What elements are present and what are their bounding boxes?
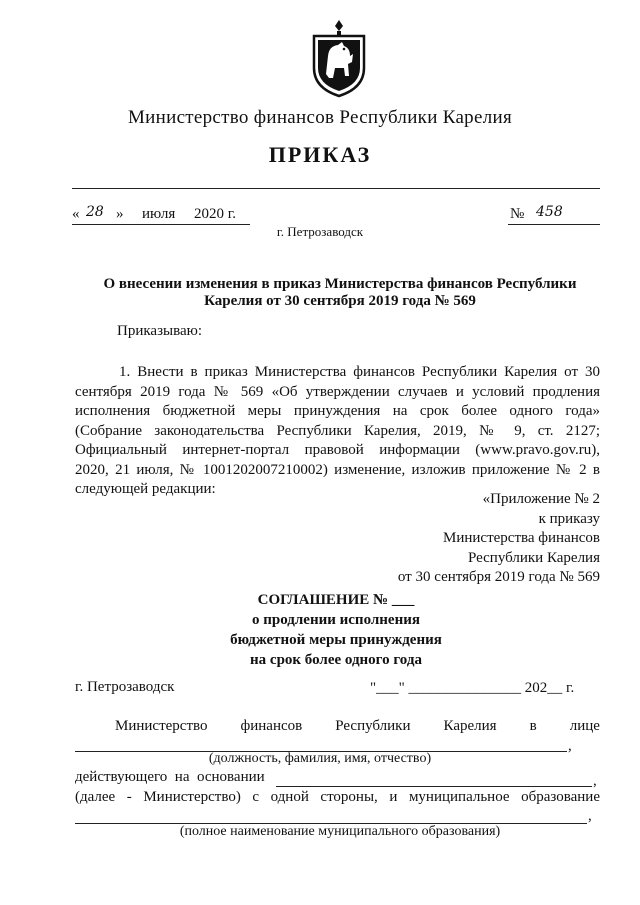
comma-1: , [568,738,572,754]
ministry-name: Министерство финансов Республики Карелия [127,107,513,128]
form-city: г. Петрозаводск [75,679,175,695]
item-1-paragraph [75,363,600,500]
party-word-2: финансов [240,718,303,734]
party-word-3: Республики [335,718,411,734]
agreement-subtitle-2: бюджетной меры принуждения [230,632,442,648]
item-1-line-5: Официальный интернет-портал правовой информации (www.pravo.gov.ru), [75,442,600,458]
appendix-line-3: Министерства финансов [443,530,600,546]
appendix-line-5: от 30 сентября 2019 года № 569 [397,569,600,585]
order-title-line-2: Карелия от 30 сентября 2019 года № 569 [204,293,476,309]
ministry-party-text: (далее - Министерство) с одной стороны, и муниципальное образование [75,789,600,805]
header-rule [72,188,600,189]
appendix-line-2: к приказу [538,510,600,527]
caption-position-name: (должность, фамилия, имя, отчество) [208,751,432,766]
caption-municipality-name: (полное наименование муниципального образования) [179,824,501,839]
date-open-quote: « [72,206,80,222]
party-word-6: лице [569,718,600,734]
order-title-line-1: О внесении изменения в приказ Министерства финансов Республики [103,276,577,292]
party-word-5: в [529,718,537,734]
order-date [72,206,250,226]
form-date-placeholder: "___" _______________ 202__ г. [370,680,575,696]
date-month: июля [142,206,176,222]
comma-3: , [588,808,592,824]
item-1-line-2: сентября 2019 года № 569 «Об утверждении случаев и условий продления [75,383,600,400]
item-1-line-6: 2020, 21 июля, № 1001202007210002) изменение, изложив приложение № 2 в [75,461,600,478]
number-handwritten: 458 [536,204,563,220]
party-word-4: Карелия [443,718,497,734]
coat-of-arms-emblem [308,18,370,98]
item-1-line-4: (Собрание законодательства Республики Карелия, 2019, № 9, ст. 2127; [75,422,600,439]
agreement-party-line [115,718,600,735]
date-day-handwritten: 28 [86,204,104,220]
agreement-subtitle-3: на срок более одного года [250,652,422,668]
date-close-quote: » [116,206,124,222]
order-number [508,206,600,226]
appendix-line-1: «Приложение № 2 [482,491,600,507]
agreement-title: СОГЛАШЕНИЕ № ___ [257,592,415,608]
basis-blank-line[interactable] [276,786,592,787]
document-type-heading: ПРИКАЗ [268,142,372,167]
agreement-subtitle-1: о продлении исполнения [251,612,420,628]
order-directive: Приказываю: [117,323,202,339]
acting-basis-label: действующего на основании [75,769,265,785]
appendix-reference [398,490,600,588]
appendix-line-4: Республики Карелия [467,549,600,566]
item-1-line-1: 1. Внести в приказ Министерства финансов Республики Карелия от 30 [119,364,600,380]
item-1-line-3: исполнения бюджетной меры принуждения на срок более одного года» [75,403,600,419]
date-year: 2020 г. [194,206,236,222]
comma-2: , [593,773,597,789]
item-1-line-7: следующей редакции: [75,481,216,497]
issue-city: г. Петрозаводск [276,224,364,239]
party-word-1: Министерство [115,718,208,734]
number-label: № [510,206,525,222]
agreement-heading [0,590,640,670]
